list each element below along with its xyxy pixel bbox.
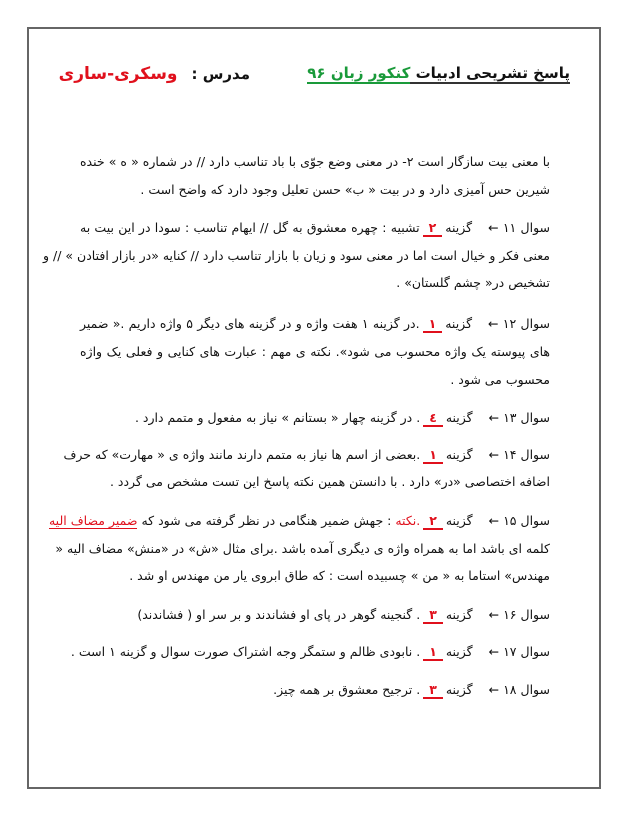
question-label: سوال ۱۸ ← — [488, 682, 550, 697]
option-word: گزینه — [445, 447, 473, 462]
question-12-continuation: های پیوسته یک واژه محسوب می شود». نکته ی مهم : عبارت های کنایی و فعلی یک واژه — [80, 344, 550, 359]
answer-text: . در گزینه چهار « بستانم » نیاز به مفعول و متمم دارد . — [134, 410, 421, 425]
option-word: گزینه — [445, 644, 473, 659]
answer-text: . گنجینه گوهر در پای او فشاندند و بر سر او ( فشاندند) — [137, 607, 421, 622]
answer-text: . نابودی ظالم و ستمگر وجه اشتراک صورت سوال و گزینه ۱ است . — [70, 644, 421, 659]
question-17-line — [70, 643, 550, 661]
answer-text: . ترجیح معشوق بر همه چیز. — [273, 682, 421, 697]
title-text: پاسخ تشریحی ادبیات — [410, 64, 570, 82]
question-label: سوال ۱۱ ← — [488, 220, 551, 235]
answer-number: ۲ — [423, 220, 443, 237]
question-12-line — [80, 315, 550, 333]
question-label: سوال ۱۶ ← — [488, 607, 550, 622]
option-word: گزینه — [445, 316, 473, 331]
question-14-line — [63, 446, 550, 464]
question-label: سوال ۱۷ ← — [488, 644, 550, 659]
option-word: گزینه — [445, 410, 473, 425]
question-14-continuation: اضافه اختصاصی «در» دارد . با دانستن همین نکته پاسخ این تست مشخص می گردد . — [109, 474, 550, 489]
question-13-line — [80, 409, 550, 427]
teacher-label: مدرس : — [191, 65, 250, 83]
note-label: .نکته — [395, 513, 421, 528]
question-label: سوال ۱۴ ← — [488, 447, 550, 462]
question-11-line — [80, 219, 550, 237]
answer-number: ۲ — [423, 513, 443, 530]
option-word: گزینه — [445, 607, 473, 622]
document-title — [307, 64, 570, 82]
question-label: سوال ۱۳ ← — [488, 410, 550, 425]
teacher-name: وسکری-ساری — [58, 64, 178, 84]
answer-text: .بعضی از اسم ها نیاز به متمم دارند مانند واژه ی « مهارت» که حرف — [63, 447, 421, 462]
title-exam-name: کنکور زبان ۹۶ — [307, 64, 411, 82]
page-border — [27, 27, 601, 789]
intro-line: شیرین حس آمیزی دارد و در بیت « ب» حسن تعلیل وجود دارد که واضح است . — [140, 182, 550, 197]
answer-number: ۳ — [423, 682, 443, 699]
answer-number: ۳ — [423, 607, 443, 624]
question-15-continuation: کلمه ای باشد اما به همراه واژه ی دیگری آمده باشد .برای مثال «ش» در «منش» مضاف الیه « — [55, 541, 550, 556]
answer-number: ۱ — [423, 316, 443, 333]
answer-text: .در گزینه ۱ هفت واژه و در گزینه های دیگر ۵ واژه داریم .« ضمیر — [80, 316, 420, 331]
question-label: سوال ۱۲ ← — [488, 316, 550, 331]
answer-number: ٤ — [423, 410, 443, 427]
option-word: گزینه — [445, 220, 473, 235]
answer-text: تشبیه : چهره معشوق به گل // ایهام تناسب : سودا در این بیت به — [80, 220, 420, 235]
answer-text: : جهش ضمیر هنگامی در نظر گرفته می شود که — [141, 513, 392, 528]
question-16-line — [80, 606, 550, 624]
answer-number: ۱ — [423, 447, 443, 464]
teacher-info — [59, 64, 250, 84]
question-label: سوال ۱۵ ← — [488, 513, 550, 528]
highlight-term: ضمیر مضاف الیه — [48, 513, 138, 528]
intro-line: با معنی بیت سازگار است ۲- در معنی وضع جوّی با باد تناسب دارد // در شماره « ه » خنده — [80, 154, 550, 169]
question-15-continuation: مهندس» استاما به « من » چسبیده است : که طاق ابروی یار من مهندس او شد . — [129, 568, 550, 583]
question-15-line — [48, 512, 550, 530]
question-12-continuation: محسوب می شود . — [450, 372, 550, 387]
answer-number: ۱ — [423, 644, 443, 661]
question-11-continuation: معنی فکر و خیال است اما در معنی سود و زیان با بازار تناسب دارد // کنایه «در بازار افتادن » // و — [43, 248, 550, 263]
question-18-line — [80, 681, 550, 699]
question-11-continuation: تشخیص در« چشم گلستان» . — [396, 275, 550, 290]
option-word: گزینه — [445, 682, 473, 697]
option-word: گزینه — [445, 513, 473, 528]
